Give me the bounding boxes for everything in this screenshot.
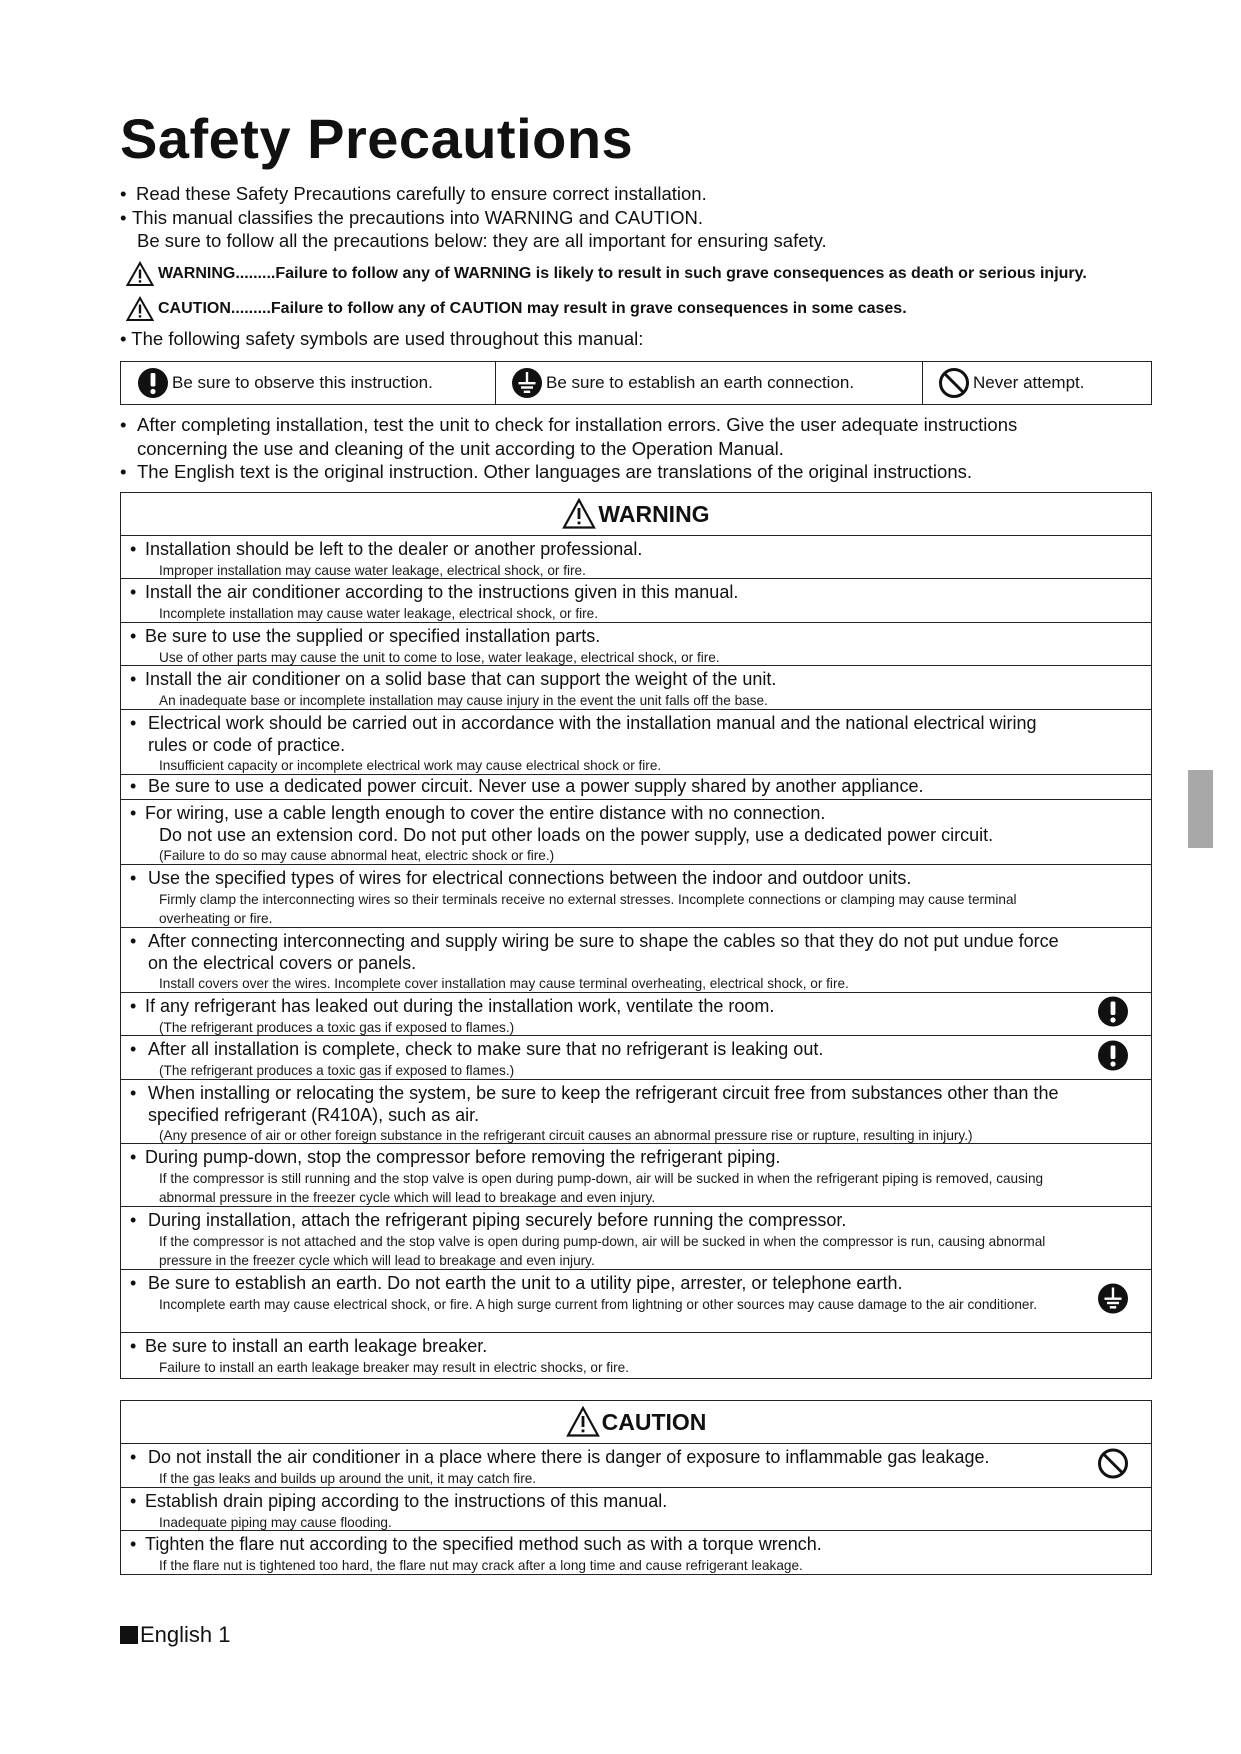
item-sub: An inadequate base or incomplete installation may cause injury in the event the unit falls off the base. (159, 692, 768, 708)
intro-continuation: Be sure to follow all the precautions below: they are all important for ensuring safety. (137, 230, 827, 251)
page-title: Safety Precautions (120, 107, 634, 170)
item-main: • After all installation is complete, check to make sure that no refrigerant is leaking out. (130, 1039, 824, 1059)
item-sub: Incomplete installation may cause water leakage, electrical shock, or fire. (159, 605, 598, 621)
intro-text: This manual classifies the precautions into WARNING and CAUTION. (132, 206, 703, 228)
symbol-cell-observe (121, 362, 496, 404)
item-sub: (Failure to do so may cause abnormal heat, electric shock or fire.) (159, 848, 555, 863)
intro-item: • Read these Safety Precautions carefully to ensure correct installation. (120, 183, 707, 204)
caution-triangle-icon (126, 296, 154, 322)
item-sub: Improper installation may cause water leakage, electrical shock, or fire. (159, 562, 586, 578)
item-main: • Be sure to establish an earth. Do not earth the unit to a utility pipe, arrester, or telephone earth. (130, 1273, 903, 1293)
warning-item (121, 1270, 1151, 1333)
warning-item (121, 775, 1151, 800)
page-footer (120, 1622, 231, 1648)
after-text: The English text is the original instruction. Other languages are translations of the original instructions. (137, 461, 973, 482)
symbol-never-text: Never attempt. (973, 373, 1085, 392)
earth-icon (1097, 1283, 1129, 1320)
after-notes (120, 413, 1140, 484)
warning-item (121, 1333, 1151, 1375)
item-main-2: Do not use an extension cord. Do not put other loads on the power supply, use a dedicated power circuit. (159, 824, 994, 845)
exclamation-icon (1097, 1039, 1129, 1076)
item-main: • For wiring, use a cable length enough to cover the entire distance with no connection. (130, 803, 826, 823)
item-main: • Use the specified types of wires for electrical connections between the indoor and outdoor units. (130, 868, 912, 888)
warning-class-label: WARNING (158, 265, 236, 282)
caution-class-text: .........Failure to follow any of CAUTION may result in grave consequences in some cases. (230, 300, 907, 317)
intro-text: Read these Safety Precautions carefully to ensure correct installation. (136, 183, 707, 204)
earth-icon (511, 367, 543, 399)
item-main: • If any refrigerant has leaked out during the installation work, ventilate the room. (130, 996, 775, 1016)
section-tab-marker (1188, 770, 1213, 848)
caution-item (121, 1531, 1151, 1574)
item-sub: Install covers over the wires. Incomplete cover installation may cause terminal overheating, electrical shock, or fire. (159, 976, 849, 991)
page-number: English 1 (140, 1622, 231, 1647)
warning-item (121, 993, 1151, 1036)
warning-item (121, 1080, 1151, 1144)
warning-item (121, 666, 1151, 710)
symbol-cell-earth (496, 362, 923, 404)
after-continuation: concerning the use and cleaning of the unit according to the Operation Manual. (137, 437, 784, 459)
footer-square-icon (120, 1626, 138, 1644)
warning-item (121, 579, 1151, 623)
caution-box (120, 1400, 1152, 1575)
item-main: • During installation, attach the refrigerant piping securely before running the compressor. (130, 1210, 847, 1230)
item-main: • When installing or relocating the system, be sure to keep the refrigerant circuit free from substances other than the specified refrigerant (R410A), such as air. (130, 1083, 1059, 1125)
prohibition-icon (1097, 1447, 1129, 1484)
item-main: • After connecting interconnecting and supply wiring be sure to shape the cables so that they do not put undue force on the electrical covers or panels. (130, 931, 1059, 973)
warning-box (120, 492, 1152, 1379)
caution-heading-text: CAUTION (601, 1408, 707, 1435)
item-sub: If the flare nut is tightened too hard, the flare nut may crack after a long time and cause refrigerant leakage. (159, 1557, 803, 1573)
warning-item (121, 536, 1151, 579)
item-main: • During pump-down, stop the compressor before removing the refrigerant piping. (130, 1147, 781, 1167)
warning-item (121, 1144, 1151, 1207)
warning-heading-text: WARNING (598, 500, 710, 527)
item-sub: Use of other parts may cause the unit to come to lose, water leakage, electrical shock, or fire. (159, 649, 720, 665)
warning-item (121, 1036, 1151, 1080)
exclamation-icon (1097, 996, 1129, 1033)
warning-item (121, 1207, 1151, 1270)
warning-class-line (126, 261, 1087, 287)
item-sub: Failure to install an earth leakage breaker may result in electric shocks, or fire. (159, 1359, 629, 1375)
intro-list (120, 182, 1120, 253)
symbol-cell-never (923, 362, 1151, 404)
item-sub: If the compressor is still running and the stop valve is open during pump-down, air will be sucked in when the refrigerant piping is removed, causing abnormal pressure in the freezer cycle which will lead to breakage and even injury. (159, 1170, 1044, 1205)
after-text: After completing installation, test the unit to check for installation errors. Give the user adequate instructions (137, 414, 1018, 435)
warning-box-heading (121, 493, 1151, 536)
item-main: • Electrical work should be carried out in accordance with the installation manual and the national electrical wiring rules or code of practice. (130, 713, 1037, 755)
warning-triangle-icon (126, 261, 154, 287)
symbol-earth-text: Be sure to establish an earth connection. (546, 373, 855, 392)
after-item: • The English text is the original instruction. Other languages are translations of the original instructions. (120, 461, 973, 482)
intro-item: • This manual classifies the precautions into WARNING and CAUTION. (120, 206, 703, 228)
item-sub: Inadequate piping may cause flooding. (159, 1514, 392, 1530)
caution-item (121, 1488, 1151, 1531)
item-main: • Be sure to use a dedicated power circuit. Never use a power supply shared by another appliance. (130, 776, 924, 796)
item-main: • Do not install the air conditioner in a place where there is danger of exposure to inflammable gas leakage. (130, 1447, 990, 1467)
symbols-intro-text: The following safety symbols are used throughout this manual: (131, 328, 644, 349)
exclamation-icon (137, 367, 169, 399)
caution-class-label: CAUTION (158, 300, 231, 317)
warning-item (121, 623, 1151, 666)
warning-item (121, 928, 1151, 993)
caution-box-heading (121, 1401, 1151, 1444)
prohibition-icon (938, 367, 970, 399)
item-main: • Establish drain piping according to the instructions of this manual. (130, 1491, 668, 1511)
item-sub: If the gas leaks and builds up around the unit, it may catch fire. (159, 1470, 537, 1486)
warning-item (121, 800, 1151, 865)
symbols-table (120, 361, 1152, 405)
item-sub: (The refrigerant produces a toxic gas if exposed to flames.) (159, 1019, 515, 1035)
symbol-observe-text: Be sure to observe this instruction. (172, 373, 433, 392)
item-main: • Be sure to install an earth leakage breaker. (130, 1336, 488, 1356)
caution-triangle-icon (566, 1406, 600, 1438)
item-sub: If the compressor is not attached and the stop valve is open during pump-down, air will be sucked in when the compressor is run, causing abnormal pressure in the freezer cycle which will lead to breakage and even injury. (159, 1233, 1046, 1268)
warning-class-text: .........Failure to follow any of WARNING is likely to result in such grave consequences as death or serious injury. (235, 265, 1087, 282)
warning-item (121, 710, 1151, 775)
item-main: • Install the air conditioner according to the instructions given in this manual. (130, 582, 739, 602)
symbols-intro: • The following safety symbols are used throughout this manual: (120, 328, 644, 349)
item-sub: (Any presence of air or other foreign substance in the refrigerant circuit causes an abnormal pressure rise or rupture, resulting in injury.) (159, 1128, 973, 1143)
item-sub: (The refrigerant produces a toxic gas if exposed to flames.) (159, 1062, 515, 1078)
item-sub: Firmly clamp the interconnecting wires so their terminals receive no external stresses. Incomplete connections or clamping may cause terminal overheating or fire. (159, 891, 1017, 926)
warning-triangle-icon (562, 498, 596, 530)
item-main: • Installation should be left to the dealer or another professional. (130, 539, 643, 559)
caution-class-line (126, 296, 907, 322)
item-main: • Be sure to use the supplied or specified installation parts. (130, 626, 601, 646)
caution-item (121, 1444, 1151, 1488)
item-main: • Install the air conditioner on a solid base that can support the weight of the unit. (130, 669, 777, 689)
item-main: • Tighten the flare nut according to the specified method such as with a torque wrench. (130, 1534, 822, 1554)
item-sub: Incomplete earth may cause electrical shock, or fire. A high surge current from lightning or other sources may cause damage to the air conditioner. (159, 1296, 1037, 1312)
warning-item (121, 865, 1151, 928)
item-sub: Insufficient capacity or incomplete electrical work may cause electrical shock or fire. (159, 758, 662, 773)
after-item: • After completing installation, test the unit to check for installation errors. Give the user adequate instructions (120, 414, 1018, 435)
